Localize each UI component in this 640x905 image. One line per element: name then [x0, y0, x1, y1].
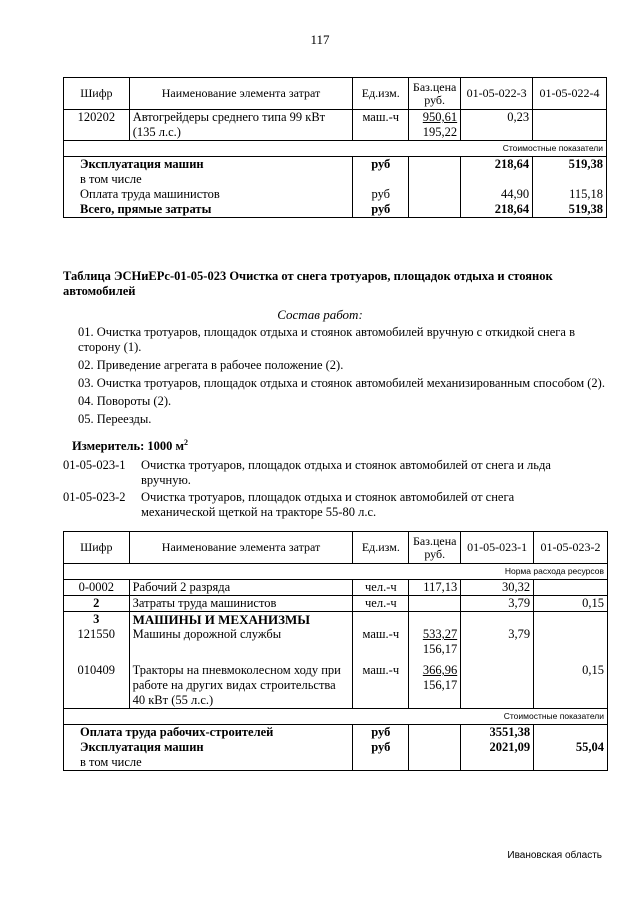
list-item: 02. Приведение агрегата в рабочее положение (2).	[78, 358, 344, 372]
header-name: Наименование элемента затрат	[129, 532, 353, 564]
table-row: Оплата труда рабочих-строителей руб 3551,38	[64, 725, 608, 741]
table-2	[63, 531, 608, 771]
list-item: 01. Очистка тротуаров, площадок отдыха и стоянок автомобилей вручную с откидкой снега в сторону (1).	[78, 325, 575, 354]
header-base-price: Баз.цена руб.	[409, 532, 461, 564]
section-row: Стоимостные показатели	[64, 141, 607, 157]
table-row: 010409 Тракторы на пневмоколесном ходу при работе на других видах строительства 40 кВт (55 л.с.) маш.-ч 366,96 156,17 0,15	[64, 657, 608, 709]
meter-label: Измеритель: 1000 $м^2$	[72, 438, 189, 454]
item-code: 01-05-023-1	[63, 458, 126, 472]
item-1: 01-05-023-1 Очистка тротуаров, площадок отдыха и стоянок автомобилей от снега и льда вручную.	[63, 458, 551, 487]
table-row: Всего, прямые затраты руб 218,64 519,38	[64, 202, 607, 218]
list-item: 04. Повороты (2).	[78, 394, 172, 408]
header-name: Наименование элемента затрат	[129, 78, 353, 110]
table-row: Оплата труда машинистов руб 44,90 115,18	[64, 187, 607, 202]
table-row: в том числе	[64, 172, 607, 187]
header-col-a: 01-05-022-3	[461, 78, 533, 110]
table-row: 0-0002 Рабочий 2 разряда чел.-ч 117,13 30,32	[64, 580, 608, 596]
table-row: 3 МАШИНЫ И МЕХАНИЗМЫ	[64, 612, 608, 628]
table-title: Таблица ЭСНиЕРс-01-05-023 Очистка от снега тротуаров, площадок отдыха и стоянок автомобилей	[63, 269, 553, 298]
section-row: Стоимостные показатели	[64, 709, 608, 725]
list-item: 03. Очистка тротуаров, площадок отдыха и стоянок автомобилей механизированным способом (2).	[78, 376, 605, 390]
table-row: 121550 Машины дорожной службы маш.-ч 533,27 156,17 3,79	[64, 627, 608, 657]
works-heading: Состав работ:	[277, 307, 363, 322]
footer-region: Ивановская область	[507, 850, 602, 861]
header-col-b: 01-05-023-2	[534, 532, 608, 564]
table-row: в том числе	[64, 755, 608, 771]
header-unit: Ед.изм.	[353, 78, 409, 110]
header-code: Шифр	[64, 532, 130, 564]
header-unit: Ед.изм.	[353, 532, 409, 564]
header-col-a: 01-05-023-1	[461, 532, 534, 564]
section-row: Норма расхода ресурсов	[64, 564, 608, 580]
header-code: Шифр	[64, 78, 130, 110]
item-code: 01-05-023-2	[63, 490, 126, 504]
works-list	[78, 322, 606, 427]
header-base-price: Баз.цена руб.	[409, 78, 461, 110]
table-row: 2 Затраты труда машинистов чел.-ч 3,79 0,15	[64, 596, 608, 612]
table-1	[63, 77, 607, 218]
page-number: 117	[310, 32, 330, 47]
table-row: Эксплуатация машин руб 2021,09 55,04	[64, 740, 608, 755]
list-item: 05. Переезды.	[78, 412, 152, 426]
table-row: Эксплуатация машин руб 218,64 519,38	[64, 157, 607, 173]
header-col-b: 01-05-022-4	[533, 78, 607, 110]
item-2: 01-05-023-2 Очистка тротуаров, площадок отдыха и стоянок автомобилей от снега механической щеткой на тракторе 55-80 л.с.	[63, 490, 515, 519]
table-row: 120202 Автогрейдеры среднего типа 99 кВт (135 л.с.) маш.-ч 950,61 195,22 0,23	[64, 110, 607, 141]
